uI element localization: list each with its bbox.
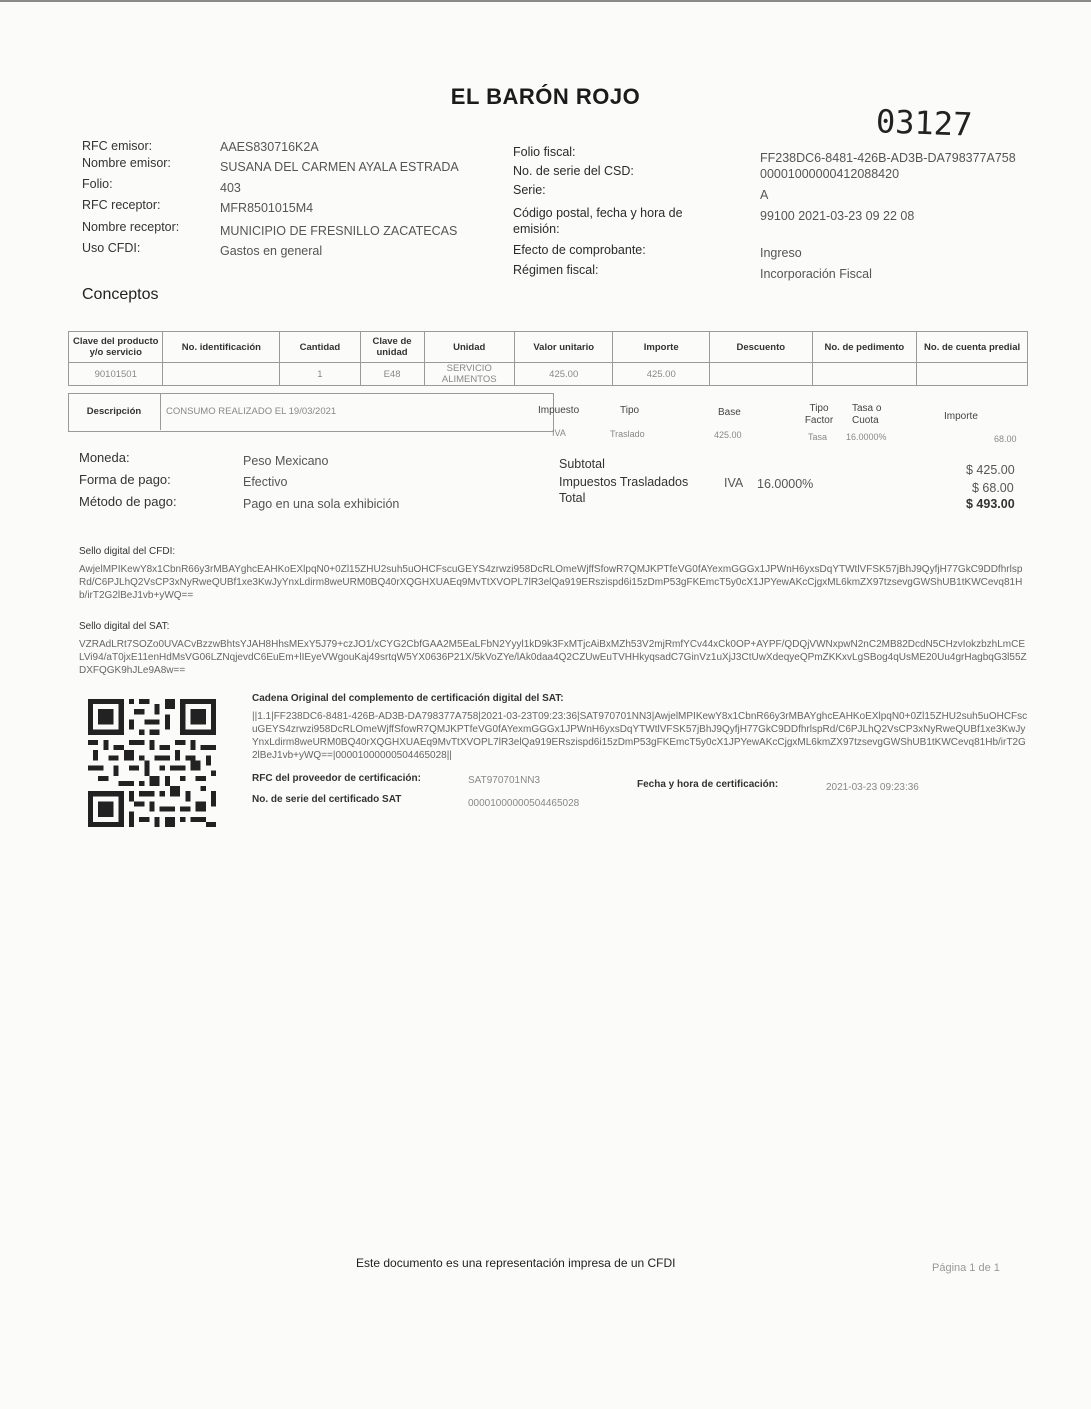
col-importe: Importe — [613, 332, 710, 363]
cell-no-pedimento — [812, 363, 917, 386]
csd-value: 00001000000412088420 — [760, 167, 900, 181]
metodo-pago-value: Pago en una sola exhibición — [243, 497, 400, 511]
uso-cfdi-value: Gastos en general — [220, 244, 323, 258]
cell-cantidad: 1 — [280, 363, 360, 386]
table-row — [69, 363, 1028, 386]
total-value: $ 493.00 — [966, 497, 1015, 511]
forma-pago-label: Forma de pago: — [79, 472, 171, 487]
moneda-label: Moneda: — [79, 450, 130, 465]
imp-cell-tasa: 16.0000% — [846, 432, 887, 442]
col-unidad: Unidad — [424, 332, 514, 363]
imp-col-impuesto: Impuesto — [538, 405, 580, 416]
forma-pago-value: Efectivo — [243, 475, 288, 489]
impuestos-value: $ 68.00 — [972, 481, 1014, 495]
nombre-emisor-label: Nombre emisor: — [82, 156, 171, 170]
csd-label: No. de serie del CSD: — [513, 164, 634, 178]
imp-col-tipo-factor: Tipo Factor — [804, 403, 834, 426]
cell-descuento — [709, 363, 812, 386]
col-clave-producto: Clave del producto y/o servicio — [69, 332, 163, 363]
imp-cell-base: 425.00 — [714, 430, 742, 440]
imp-col-importe: Importe — [944, 411, 978, 422]
nombre-emisor-value: SUSANA DEL CARMEN AYALA ESTRADA — [220, 160, 459, 174]
rfc-receptor-label: RFC receptor: — [82, 198, 161, 212]
sello-sat-label: Sello digital del SAT: — [79, 621, 170, 632]
impuestos-tasa: 16.0000% — [757, 477, 814, 491]
imp-col-base: Base — [718, 407, 741, 418]
folio-fiscal-label: Folio fiscal: — [513, 145, 576, 159]
fecha-certificacion-label: Fecha y hora de certificación: — [637, 779, 779, 790]
col-cuenta-predial: No. de cuenta predial — [917, 332, 1028, 363]
conceptos-header-row — [69, 332, 1028, 363]
cell-unidad: SERVICIO ALIMENTOS — [424, 363, 514, 386]
cell-clave-producto: 90101501 — [69, 363, 163, 386]
cp-label: Código postal, fecha y hora de — [513, 206, 683, 220]
imp-cell-importe: 68.00 — [994, 434, 1017, 444]
imp-col-tipo: Tipo — [620, 405, 640, 416]
regimen-label: Régimen fiscal: — [513, 263, 599, 277]
total-label: Total — [559, 491, 586, 505]
descripcion-value: CONSUMO REALIZADO EL 19/03/2021 — [166, 406, 337, 417]
moneda-value: Peso Mexicano — [243, 454, 329, 468]
top-border — [0, 0, 1091, 2]
folio-label: Folio: — [82, 177, 113, 191]
uso-cfdi-label: Uso CFDI: — [82, 241, 141, 255]
imp-cell-tipo: Traslado — [610, 429, 645, 439]
col-valor-unitario: Valor unitario — [514, 332, 613, 363]
col-clave-unidad: Clave de unidad — [360, 332, 424, 363]
col-cantidad: Cantidad — [280, 332, 360, 363]
cell-valor-unitario: 425.00 — [514, 363, 613, 386]
efecto-label: Efecto de comprobante: — [513, 243, 646, 257]
cadena-original-label: Cadena Original del complemento de certificación digital del SAT: — [252, 693, 564, 704]
qr-code — [88, 698, 216, 828]
cell-no-identificacion — [163, 363, 280, 386]
serie-certificado-label: No. de serie del certificado SAT — [252, 794, 402, 805]
conceptos-table — [68, 331, 1028, 386]
sello-cfdi-label: Sello digital del CFDI: — [79, 546, 176, 557]
sello-cfdi-value: AwjelMPIKewY8x1CbnR66y3rMBAYghcEAHKoEXlpqN0+0Zl15ZHU2suh5uOHCFscuGEYS4zrwzi958DcRLOmeWjffSfowR7QMJKPTfeVG0fAYexmGGGx1JPWnH6yxsDqYTWtlVFSK57jBhJ9QyfjH77GkC9DDfhrlspRd/C6PJLhQ2VsCP3xNyRweQUBf1xe3KwJyYnxLdirm8weURM0BQ40rXQGHXUAEq9MvTtXVOPL7lR3elQa919ERszispd6i15zDmP53gFKEmcT5y0cX1JPYewAKcCjgxML6kmZX97tzsevgGWShUB1tKWCevq81Hb/irT2G2lBeJ1vb+yWQ== — [79, 564, 1023, 601]
impuestos-tipo: IVA — [724, 476, 744, 490]
imp-cell-tipo-factor: Tasa — [808, 432, 828, 442]
footer-note: Este documento es una representación impresa de un CFDI — [356, 1256, 676, 1270]
page-number: Página 1 de 1 — [932, 1262, 1000, 1274]
imp-cell-impuesto: IVA — [552, 428, 566, 438]
cell-cuenta-predial — [917, 363, 1028, 386]
cell-clave-unidad: E48 — [360, 363, 424, 386]
descripcion-label: Descripción — [68, 393, 161, 430]
regimen-value: Incorporación Fiscal — [760, 267, 872, 281]
document-title: EL BARÓN ROJO — [450, 84, 641, 109]
col-descuento: Descuento — [709, 332, 812, 363]
serie-certificado-value: 00001000000504465028 — [468, 798, 580, 809]
serie-label: Serie: — [513, 183, 546, 197]
folio-value: 403 — [220, 181, 241, 195]
subtotal-value: $ 425.00 — [966, 463, 1015, 477]
cp-label-2: emisión: — [513, 222, 560, 236]
rfc-receptor-value: MFR8501015M4 — [220, 201, 314, 215]
rfc-emisor-value: AAES830716K2A — [220, 140, 319, 154]
col-no-identificacion: No. identificación — [163, 332, 280, 363]
imp-col-tasa: Tasa o Cuota — [852, 403, 882, 426]
rfc-proveedor-value: SAT970701NN3 — [468, 775, 541, 786]
cell-importe: 425.00 — [613, 363, 710, 386]
nombre-receptor-label: Nombre receptor: — [82, 220, 180, 234]
metodo-pago-label: Método de pago: — [79, 494, 177, 509]
sello-sat-value: VZRAdLRt7SOZo0UVACvBzzwBhtsYJAH8HhsMExY5J79+czJO1/xCYG2CbfGAA2M5EaLFbN2Yyyl1kD9k3FxMTjcAiBxMZh53V2mjRmfYCv44xCk0OP+AYPF/QDQjVWNxpwN2nC2MB82DcdN5CHzvIokzbzhLmCELVi94/aT0jxE11enHdMsVG06LZNqjevdC6EuEm+lIEyeVWgouKaj49srtqW5YX0636P21X/5kVoZYe/lAk0daa4Q2CZUwEuTVHHkyqsadC7GinVz1uXjJ3CtUwXdeqyeQPmZKKxvLgSBog4qUsME20Uu4grHagbqG3l55ZDXFQGK9hJLe9A8w== — [79, 639, 1027, 676]
conceptos-title: Conceptos — [82, 286, 159, 303]
rfc-emisor-label: RFC emisor: — [82, 139, 153, 153]
handwritten-folio-stamp: 03127 — [875, 102, 973, 144]
nombre-receptor-value: MUNICIPIO DE FRESNILLO ZACATECAS — [220, 224, 458, 238]
col-no-pedimento: No. de pedimento — [812, 332, 917, 363]
cp-value: 99100 2021-03-23 09 22 08 — [760, 209, 915, 223]
cadena-original-value: ||1.1|FF238DC6-8481-426B-AD3B-DA798377A758|2021-03-23T09:23:36|SAT970701NN3|AwjelMPIKewY8x1CbnR66y3rMBAYghcEAHKoEXlpqN0+0Zl15ZHU2suh5uOHCFscuGEYS4zrwzi958DcRLOmeWjffSfowR7QMJKPTfeVG0fAYexmGGGx1JPWnH6yxsDqYTWtlVFSK57jBhJ9QyfjH77GkC9DDfhrlspRd/C6PJLhQ2VsCP3xNyRweQUBf1xe3KwJyYnxLdirm8weURM0BQ40rXQGHXUAEq9MvTtXVOPL7lR3elQa919ERszispd6i15zDmP53gFKEmcT5y0cX1JPYewAKcCjgxML6kmZX97tzsevgGWShUB1tKWCevq81Hb/irT2G2lBeJ1vb+yWQ==|00001000000504465028|| — [252, 711, 1028, 761]
subtotal-label: Subtotal — [559, 457, 605, 471]
efecto-value: Ingreso — [760, 246, 802, 260]
folio-fiscal-value: FF238DC6-8481-426B-AD3B-DA798377A758 — [760, 151, 1016, 165]
rfc-proveedor-label: RFC del proveedor de certificación: — [252, 773, 421, 784]
fecha-certificacion-value: 2021-03-23 09:23:36 — [826, 782, 919, 793]
impuestos-trasladados-label: Impuestos Trasladados — [559, 475, 689, 489]
serie-value: A — [760, 188, 769, 202]
